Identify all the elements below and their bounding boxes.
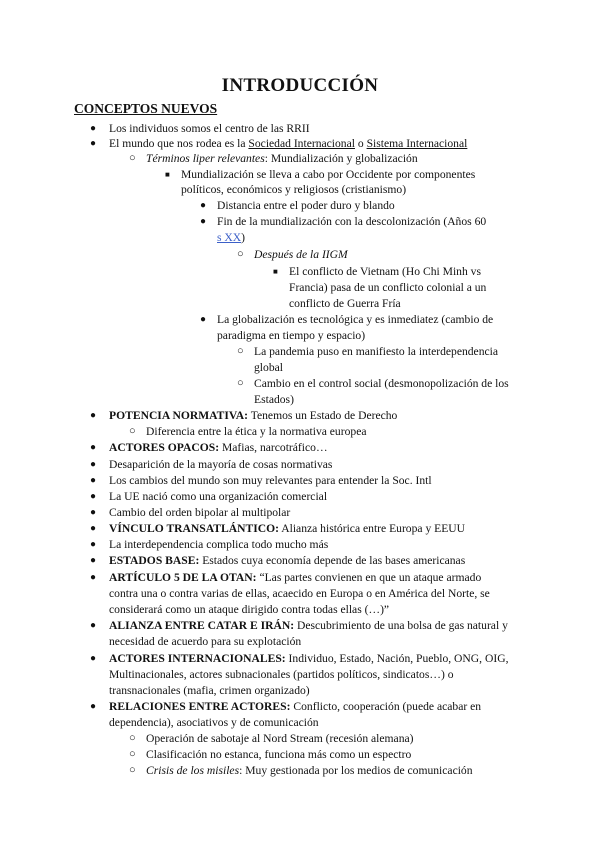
bullet-dot-icon: ● [90, 475, 97, 486]
list-item: Operación de sabotaje al Nord Stream (recesión alemana) [146, 732, 414, 745]
list-item: Distancia entre el poder duro y blando [217, 199, 395, 212]
list-item-continuation: contra una o contra varias de ellas, acaecido en Europa o en América del Norte, se [109, 587, 490, 600]
list-item: Fin de la mundialización con la descolonización (Años 60 [217, 215, 487, 228]
list-item: VÍNCULO TRANSATLÁNTICO: Alianza histórica entre Europa y EEUU [109, 522, 466, 535]
list-item-continuation: conflicto de Guerra Fría [289, 297, 401, 310]
page-title: INTRODUCCIÓN [221, 75, 379, 96]
list-item: Clasificación no estanca, funciona más como un espectro [146, 748, 412, 761]
bullet-dot-icon: ● [90, 123, 97, 134]
bullet-dot-icon: ● [90, 459, 97, 470]
list-item-continuation: Multinacionales, actores subnacionales (partidos políticos, sindicatos…) o [109, 668, 454, 681]
list-item-continuation: dependencia), asociativos y de comunicación [109, 716, 319, 729]
list-item: ACTORES OPACOS: Mafias, narcotráfico… [109, 441, 328, 454]
bullet-circle-icon: ○ [237, 345, 244, 357]
list-item-continuation: transnacionales (mafia, crimen organizado) [109, 684, 310, 697]
bullet-circle-icon: ○ [129, 152, 136, 164]
list-item: La UE nació como una organización comercial [109, 490, 328, 503]
bullet-dot-icon: ● [90, 620, 97, 631]
bullet-dot-icon: ● [90, 507, 97, 518]
list-item-continuation: políticos, económicos y religiosos (cristianismo) [181, 183, 407, 196]
list-item: Cambio del orden bipolar al multipolar [109, 506, 291, 519]
list-item: POTENCIA NORMATIVA: Tenemos un Estado de Derecho [109, 409, 398, 422]
bullet-circle-icon: ○ [237, 377, 244, 389]
list-item: La interdependencia complica todo mucho más [109, 538, 329, 551]
bullet-dot-icon: ● [90, 410, 97, 421]
list-item: Crisis de los misiles: Muy gestionada por los medios de comunicación [146, 764, 473, 777]
bullet-dot-icon: ● [200, 200, 207, 211]
century-link[interactable]: s XX [217, 231, 242, 244]
list-item: RELACIONES ENTRE ACTORES: Conflicto, cooperación (puede acabar en [109, 700, 482, 713]
list-item: Los individuos somos el centro de las RRII [109, 122, 310, 135]
list-item: La globalización es tecnológica y es inmediatez (cambio de [217, 313, 494, 326]
list-item: El mundo que nos rodea es la Sociedad Internacional o Sistema Internacional [109, 137, 468, 150]
list-item: La pandemia puso en manifiesto la interdependencia [254, 345, 499, 358]
list-item-continuation: necesidad de acuerdo para su explotación [109, 635, 302, 648]
bullet-circle-icon: ○ [129, 425, 136, 437]
bullet-dot-icon: ● [90, 653, 97, 664]
bullet-dot-icon: ● [90, 138, 97, 149]
bullet-circle-icon: ○ [129, 732, 136, 744]
bullet-square-icon: ■ [273, 267, 278, 276]
list-item-continuation: s XX) [217, 231, 246, 244]
list-item: Diferencia entre la ética y la normativa europea [146, 425, 367, 438]
list-item: ARTÍCULO 5 DE LA OTAN: “Las partes convienen en que un ataque armado [109, 571, 482, 584]
list-item: ACTORES INTERNACIONALES: Individuo, Estado, Nación, Pueblo, ONG, OIG, [109, 652, 509, 665]
list-item: Desaparición de la mayoría de cosas normativas [109, 458, 333, 471]
bullet-dot-icon: ● [200, 216, 207, 227]
list-item: Términos liper relevantes: Mundialización y globalización [146, 152, 418, 165]
bullet-square-icon: ■ [165, 170, 170, 179]
bullet-dot-icon: ● [90, 701, 97, 712]
bullet-dot-icon: ● [90, 491, 97, 502]
bullet-dot-icon: ● [90, 572, 97, 583]
list-item-continuation: Francia) pasa de un conflicto colonial a un [289, 281, 487, 294]
list-item: ALIANZA ENTRE CATAR E IRÁN: Descubrimiento de una bolsa de gas natural y [109, 619, 508, 632]
bullet-dot-icon: ● [90, 523, 97, 534]
list-item: Cambio en el control social (desmonopolización de los [254, 377, 509, 390]
bullet-dot-icon: ● [90, 442, 97, 453]
list-item-continuation: global [254, 361, 283, 374]
bullet-dot-icon: ● [90, 539, 97, 550]
list-item: Mundialización se lleva a cabo por Occidente por componentes [181, 168, 476, 181]
bullet-circle-icon: ○ [129, 764, 136, 776]
term-link: Sistema Internacional [366, 137, 468, 150]
bullet-dot-icon: ● [90, 555, 97, 566]
list-item: Los cambios del mundo son muy relevantes para entender la Soc. Intl [109, 474, 432, 487]
list-item: ESTADOS BASE: Estados cuya economía depende de las bases americanas [109, 554, 466, 567]
bullet-dot-icon: ● [200, 314, 207, 325]
term-link: Sociedad Internacional [248, 137, 355, 150]
section-heading: CONCEPTOS NUEVOS [74, 101, 218, 116]
list-item: Después de la IIGM [254, 248, 348, 261]
list-item-continuation: considerará como un ataque dirigido contra todas ellas (…)” [109, 603, 390, 616]
list-item-continuation: Estados) [254, 393, 294, 406]
bullet-circle-icon: ○ [237, 248, 244, 260]
list-item-continuation: paradigma en tiempo y espacio) [217, 329, 366, 342]
list-item: El conflicto de Vietnam (Ho Chi Minh vs [289, 265, 481, 278]
bullet-circle-icon: ○ [129, 748, 136, 760]
